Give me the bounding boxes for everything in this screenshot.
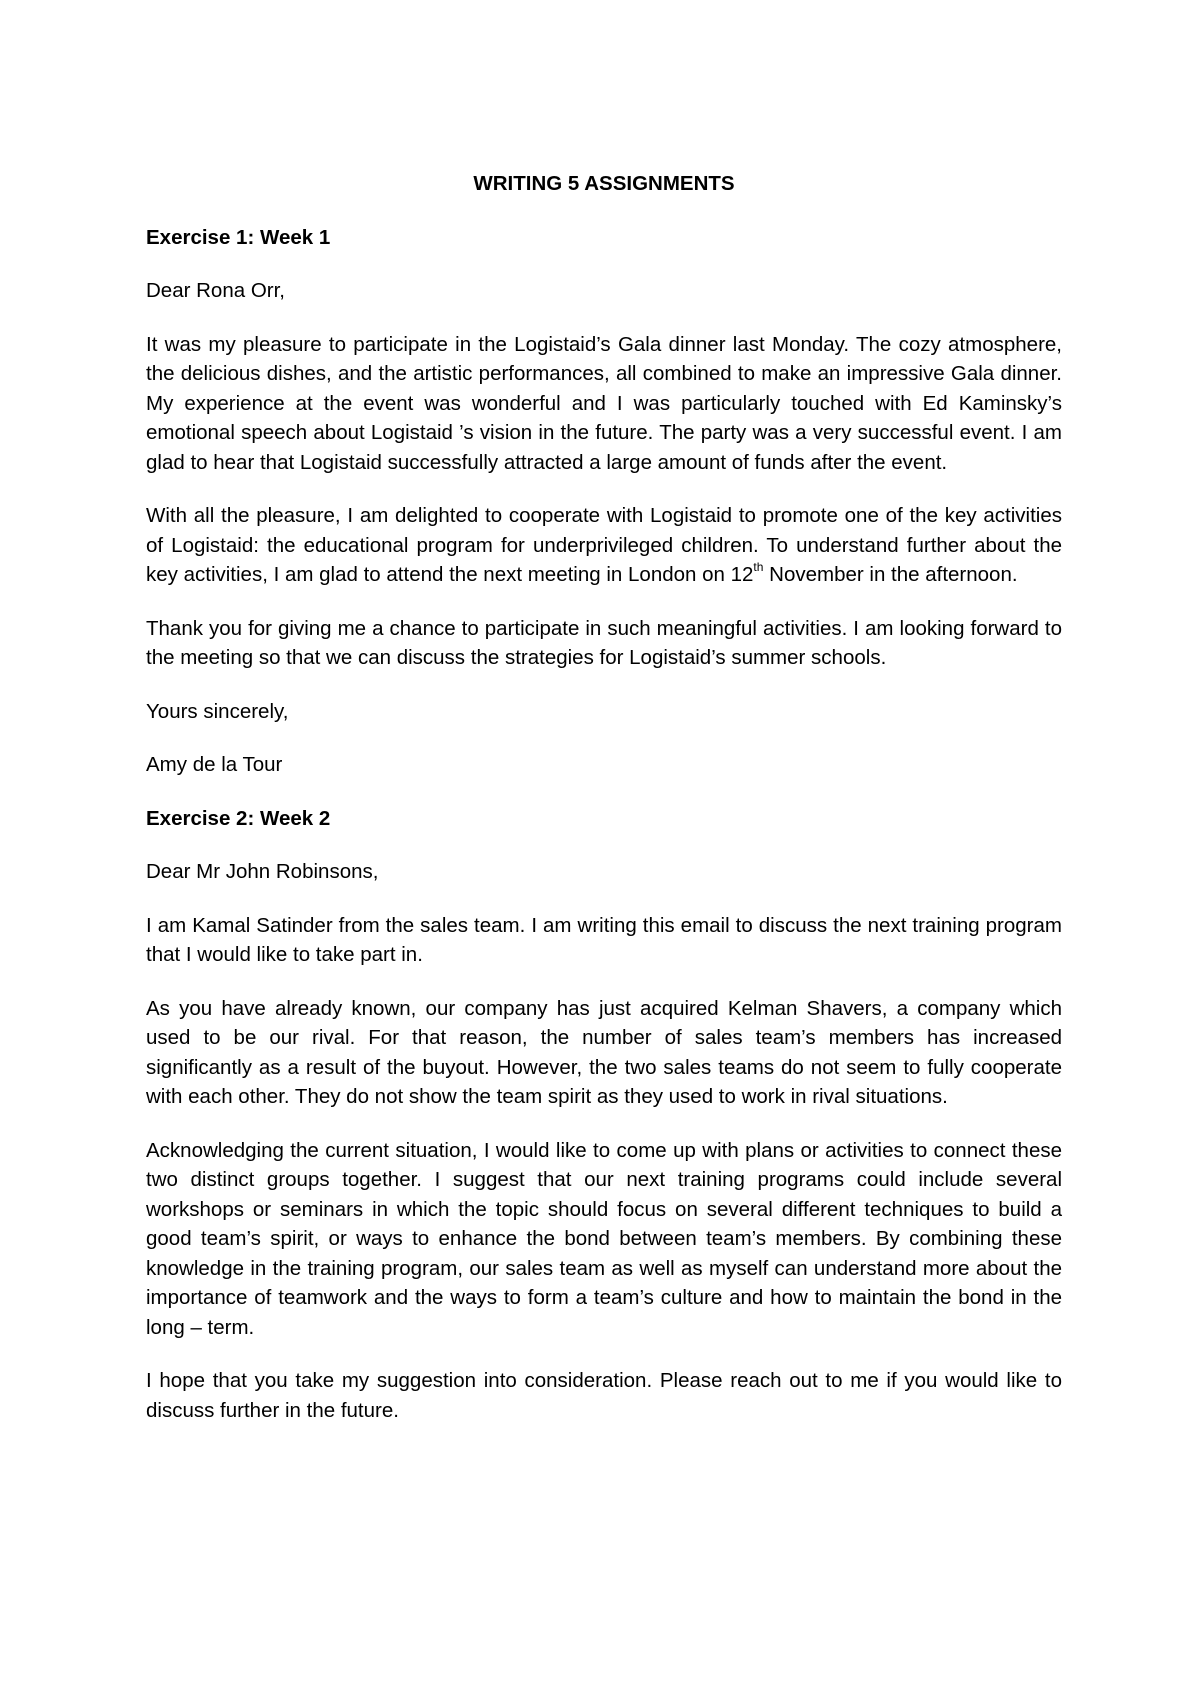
exercise-2-paragraph-4: I hope that you take my suggestion into consideration. Please reach out to me if you would like to discuss further in the future. xyxy=(146,1369,1062,1422)
exercise-1-paragraph-2 xyxy=(146,501,1062,590)
exercise-2-heading: Exercise 2: Week 2 xyxy=(146,806,331,830)
exercise-1-heading: Exercise 1: Week 1 xyxy=(146,225,331,249)
exercise-2-paragraph-1: I am Kamal Satinder from the sales team. I am writing this email to discuss the next training program that I would like to take part in. xyxy=(146,913,1062,966)
exercise-1-salutation: Dear Rona Orr, xyxy=(146,279,285,302)
exercise-2-paragraph-3: Acknowledging the current situation, I would like to come up with plans or activities to connect these two distinct groups together. I suggest that our next training programs could include several workshops or seminars in which the topic should focus on several different techniques to build a good team’s spirit, or ways to enhance the bond between team’s members. By combining these knowledge in the training program, our sales team as well as myself can understand more about the importance of teamwork and the ways to form a team’s culture and how to maintain the bond in the long – term. xyxy=(146,1138,1062,1339)
exercise-1-paragraph-1: It was my pleasure to participate in the Logistaid’s Gala dinner last Monday. The cozy atmosphere, the delicious dishes, and the artistic performances, all combined to make an impressive Gala dinner. My experience at the event was wonderful and I was particularly touched with Ed Kaminsky’s emotional speech about Logistaid ’s vision in the future. The party was a very successful event. I am glad to hear that Logistaid successfully attracted a large amount of funds after the event. xyxy=(146,332,1062,474)
exercise-2-salutation: Dear Mr John Robinsons, xyxy=(146,860,379,883)
exercise-1-paragraph-3: Thank you for giving me a chance to participate in such meaningful activities. I am looking forward to the meeting so that we can discuss the strategies for Logistaid’s summer schools. xyxy=(146,616,1062,669)
exercise-1-paragraph-2-end: November in the afternoon. xyxy=(763,563,1018,586)
exercise-2-paragraph-2: As you have already known, our company has just acquired Kelman Shavers, a company which used to be our rival. For that reason, the number of sales team’s members has increased significantly as a result of the buyout. However, the two sales teams do not seem to fully cooperate with each other. They do not show the team spirit as they used to work in rival situations. xyxy=(146,996,1062,1108)
exercise-1-signature: Amy de la Tour xyxy=(146,753,283,776)
exercise-1-closing: Yours sincerely, xyxy=(146,699,289,723)
ordinal-suffix: th xyxy=(753,560,764,575)
document-body xyxy=(146,169,1062,1425)
exercise-1-paragraph-2-text: With all the pleasure, I am delighted to cooperate with Logistaid to promote one of the key activities of Logistaid: the educational program for underprivileged children. To understand further about the key activities, I am glad to attend the next meeting in London on 12 xyxy=(146,504,1062,586)
document-title: WRITING 5 ASSIGNMENTS xyxy=(473,172,735,195)
